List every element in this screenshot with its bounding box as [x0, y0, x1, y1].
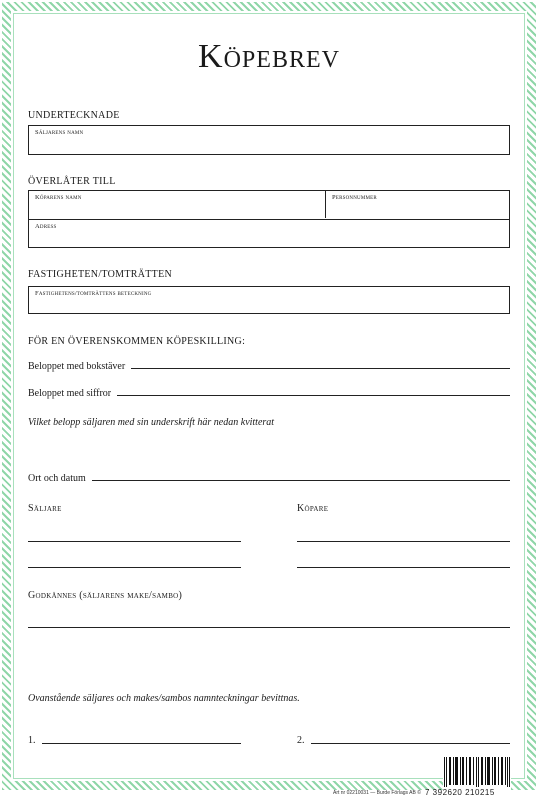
- place-date-label: Ort och datum: [28, 473, 86, 484]
- spouse-signature-line[interactable]: [28, 627, 510, 628]
- seller-signature-line-2[interactable]: [28, 567, 241, 568]
- section-heading-undertecknade: UNDERTECKNADE: [28, 110, 120, 121]
- personnummer-label: personnummer: [332, 194, 377, 201]
- barcode-graphic: [443, 757, 511, 787]
- property-designation-label: Fastighetens/tomträttens beteckning: [35, 290, 152, 297]
- buyer-heading: Köpare: [297, 503, 329, 514]
- amount-digits-label: Beloppet med siffror: [28, 388, 112, 399]
- seller-name-label: Säljarens namn: [35, 129, 84, 136]
- witness-2-number: 2.: [297, 735, 305, 746]
- address-label: Adress: [35, 223, 57, 230]
- witness-text: Ovanstående säljares och makes/sambos namnteckningar bevittnas.: [28, 693, 300, 704]
- place-date-line: [92, 480, 510, 481]
- buyer-signature-line-1[interactable]: [297, 541, 510, 542]
- section-heading-fastigheten: FASTIGHETEN/TOMTRÄTTEN: [28, 269, 172, 280]
- buyer-name-label: Köparens namn: [35, 194, 82, 201]
- amount-words-label: Beloppet med bokstäver: [28, 361, 126, 372]
- receipt-text: Vilket belopp säljaren med sin underskrift här nedan kvitterat: [28, 417, 275, 428]
- amount-words-row[interactable]: [28, 358, 510, 372]
- place-date-row[interactable]: [28, 470, 510, 484]
- witness-1-signature-line[interactable]: [42, 743, 241, 744]
- seller-heading: Säljare: [28, 503, 62, 514]
- seller-signature-line-1[interactable]: [28, 541, 241, 542]
- amount-digits-row[interactable]: [28, 385, 510, 399]
- section-heading-overlater: ÖVERLÅTER TILL: [28, 176, 116, 187]
- article-number: Art nr 02210031 — Burde Förlags AB ©: [333, 790, 421, 796]
- buyer-signature-line-2[interactable]: [297, 567, 510, 568]
- address-field[interactable]: [29, 220, 509, 247]
- seller-name-field[interactable]: [28, 125, 510, 155]
- witness-2-signature-line[interactable]: [311, 743, 510, 744]
- barcode-digits: 7 392620 210215: [425, 788, 495, 797]
- buyer-box: [28, 190, 510, 248]
- witness-1-number: 1.: [28, 735, 36, 746]
- personnummer-field[interactable]: [326, 191, 509, 219]
- amount-words-line: [131, 368, 510, 369]
- property-designation-field[interactable]: [28, 286, 510, 314]
- page-title: Köpebrev: [198, 38, 340, 75]
- amount-digits-line: [117, 395, 510, 396]
- buyer-name-field[interactable]: [29, 191, 325, 219]
- spouse-heading: Godkännes (säljarens make/sambo): [28, 590, 183, 601]
- section-heading-kopeskilling: FÖR EN ÖVERENSKOMMEN KÖPESKILLING:: [28, 336, 246, 347]
